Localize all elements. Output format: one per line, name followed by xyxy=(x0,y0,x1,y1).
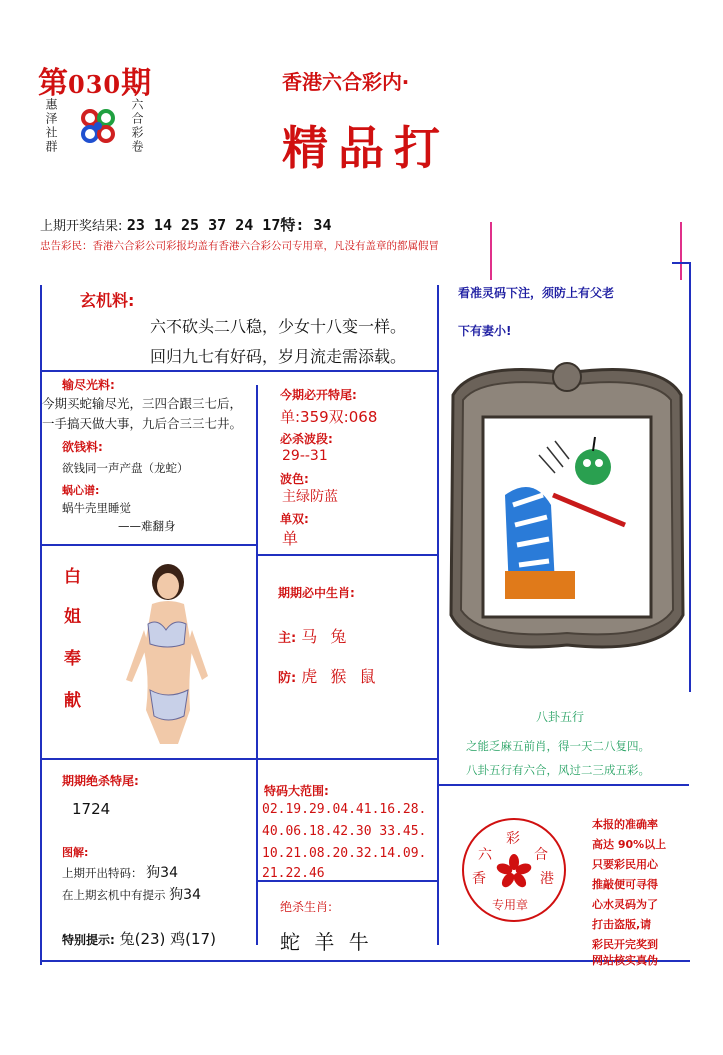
page-title: 精品打 xyxy=(282,121,450,175)
zodiac-label: 期期必中生肖: xyxy=(278,586,355,600)
warning-text: 忠告彩民：香港六合彩公司彩报均盖有香港六合彩公司专用章，凡没有盖章的都属假冒 xyxy=(40,240,439,252)
accuracy-line: 心水灵码为了 xyxy=(592,898,658,911)
frame-right-tick xyxy=(672,262,690,264)
official-stamp xyxy=(462,818,566,922)
special-hint-value: 兔(23) 鸡(17) xyxy=(119,930,216,948)
frame-left-line xyxy=(40,285,42,965)
accuracy-line: 高达 90%以上 xyxy=(592,838,667,851)
accuracy-line: 打击盗版,请 xyxy=(592,918,652,931)
kill-tail-label: 期期绝杀特尾: xyxy=(62,774,139,788)
lose-label: 输尽光料: xyxy=(62,378,115,392)
shell-line-1: 蜗牛壳里睡觉 xyxy=(62,501,131,515)
color-label: 波色: xyxy=(280,472,309,486)
last-result-label: 上期开奖结果: xyxy=(40,219,123,234)
framed-cartoon-image xyxy=(443,355,691,655)
explain-line-1-value: 狗34 xyxy=(146,865,178,881)
sister-char-4: 献 xyxy=(64,691,81,711)
stamp-mid-left: 香 xyxy=(472,871,486,887)
kill-zodiac-value: 蛇 羊 牛 xyxy=(280,930,373,954)
accuracy-line: 只要彩民用心 xyxy=(592,858,658,871)
sister-char-1: 白 xyxy=(64,567,81,587)
right-top-line-2: 下有妻小! xyxy=(458,324,512,338)
range-row: 21.22.46 xyxy=(262,866,325,881)
parity-value: 单 xyxy=(282,529,299,548)
row-line-2 xyxy=(40,544,258,546)
riddle-line-1: 六不砍头二八稳，少女十八变一样。 xyxy=(150,317,407,336)
range-row: 10.21.08.20.32.14.09. xyxy=(262,846,427,861)
sister-char-3: 奉 xyxy=(64,649,81,669)
last-result-numbers: 23 14 25 37 24 17特: 34 xyxy=(126,216,332,234)
parity-label: 单双: xyxy=(280,512,309,526)
accuracy-line: 网站核实真伪 xyxy=(592,954,658,967)
zodiac-guard xyxy=(278,664,379,687)
zodiac-guard-value: 虎 猴 鼠 xyxy=(301,667,380,686)
last-result xyxy=(40,214,332,235)
zodiac-main xyxy=(278,624,350,647)
stamp-left: 六 xyxy=(478,847,492,863)
wave-label: 必杀波段: xyxy=(280,432,333,446)
issue-number: 第030期 xyxy=(38,66,152,101)
club-name-left: 惠泽社群 xyxy=(44,98,58,154)
want-label: 欲钱料: xyxy=(62,440,103,454)
riddle-label: 玄机料: xyxy=(80,291,135,310)
kill-tail-value: 1724 xyxy=(72,800,111,818)
color-value: 主绿防蓝 xyxy=(282,489,338,505)
bauhinia-icon xyxy=(496,854,532,890)
zodiac-guard-label: 防: xyxy=(278,671,297,686)
lose-line-1: 今期买蛇输尽光，三四合跟三七后， xyxy=(42,396,243,411)
tail-label: 今期必开特尾: xyxy=(280,388,357,402)
club-name-right: 六合彩卷 xyxy=(130,98,144,154)
accuracy-line: 本报的准确率 xyxy=(592,818,658,831)
frame-col-line xyxy=(256,385,258,945)
right-top-line-1: 看准灵码下注，须防上有父老 xyxy=(458,286,615,300)
headline: 香港六合彩内‧ xyxy=(282,70,409,94)
shell-line-2: ——难翻身 xyxy=(118,519,176,533)
wave-value: 29--31 xyxy=(282,448,328,464)
want-text: 欲钱同一声产盘（龙蛇） xyxy=(62,461,189,475)
tail-value: 单:359双:068 xyxy=(280,408,378,426)
bagua-line-2: 八卦五行有六合，风过二三成五彩。 xyxy=(466,763,650,777)
zodiac-main-value: 马 兔 xyxy=(301,627,351,646)
lose-line-2: 一手搞天做大事，九后合三三七井。 xyxy=(42,416,243,431)
range-row: 02.19.29.04.41.16.28. xyxy=(262,802,427,817)
explain-line-2-value: 狗34 xyxy=(169,887,201,903)
row-line-1 xyxy=(40,370,438,372)
bagua-line-1: 之能乏麻五前肖，得一天二八复四。 xyxy=(466,739,650,753)
kill-zodiac-label: 绝杀生肖: xyxy=(280,900,333,914)
explain-label: 图解: xyxy=(62,846,89,859)
stamp-top: 彩 xyxy=(506,831,520,847)
row-line-5 xyxy=(437,784,689,786)
stamp-right: 合 xyxy=(534,847,548,863)
range-label: 特码大范围: xyxy=(264,784,329,798)
shell-label: 蜗心谱: xyxy=(62,484,100,497)
stamp-mid-right: 港 xyxy=(540,871,554,887)
bagua-title: 八卦五行 xyxy=(536,710,585,724)
sister-char-2: 姐 xyxy=(64,607,81,627)
explain-line-2-label: 在上期玄机中有提示 xyxy=(62,888,166,902)
special-hint xyxy=(62,928,216,949)
explain-line-2 xyxy=(62,884,201,904)
row-line-4 xyxy=(40,758,438,760)
range-row: 40.06.18.42.30 33.45. xyxy=(262,824,427,839)
lotto-logo-icon xyxy=(78,108,120,146)
frame-mid-line xyxy=(437,285,439,945)
zodiac-main-label: 主: xyxy=(278,631,297,646)
stamp-bottom: 专用章 xyxy=(492,898,529,912)
accuracy-line: 推敲便可寻得 xyxy=(592,878,658,891)
riddle-line-2: 回归九七有好码，岁月流走需添载。 xyxy=(150,347,407,366)
model-photo xyxy=(118,560,214,746)
special-hint-label: 特别提示: xyxy=(62,933,115,947)
accuracy-line: 彩民开完奖到 xyxy=(592,938,658,951)
tape-mark xyxy=(490,222,682,280)
explain-line-1-label: 上期开出特码： xyxy=(62,866,143,880)
explain-line-1 xyxy=(62,862,178,882)
row-line-3 xyxy=(256,554,438,556)
